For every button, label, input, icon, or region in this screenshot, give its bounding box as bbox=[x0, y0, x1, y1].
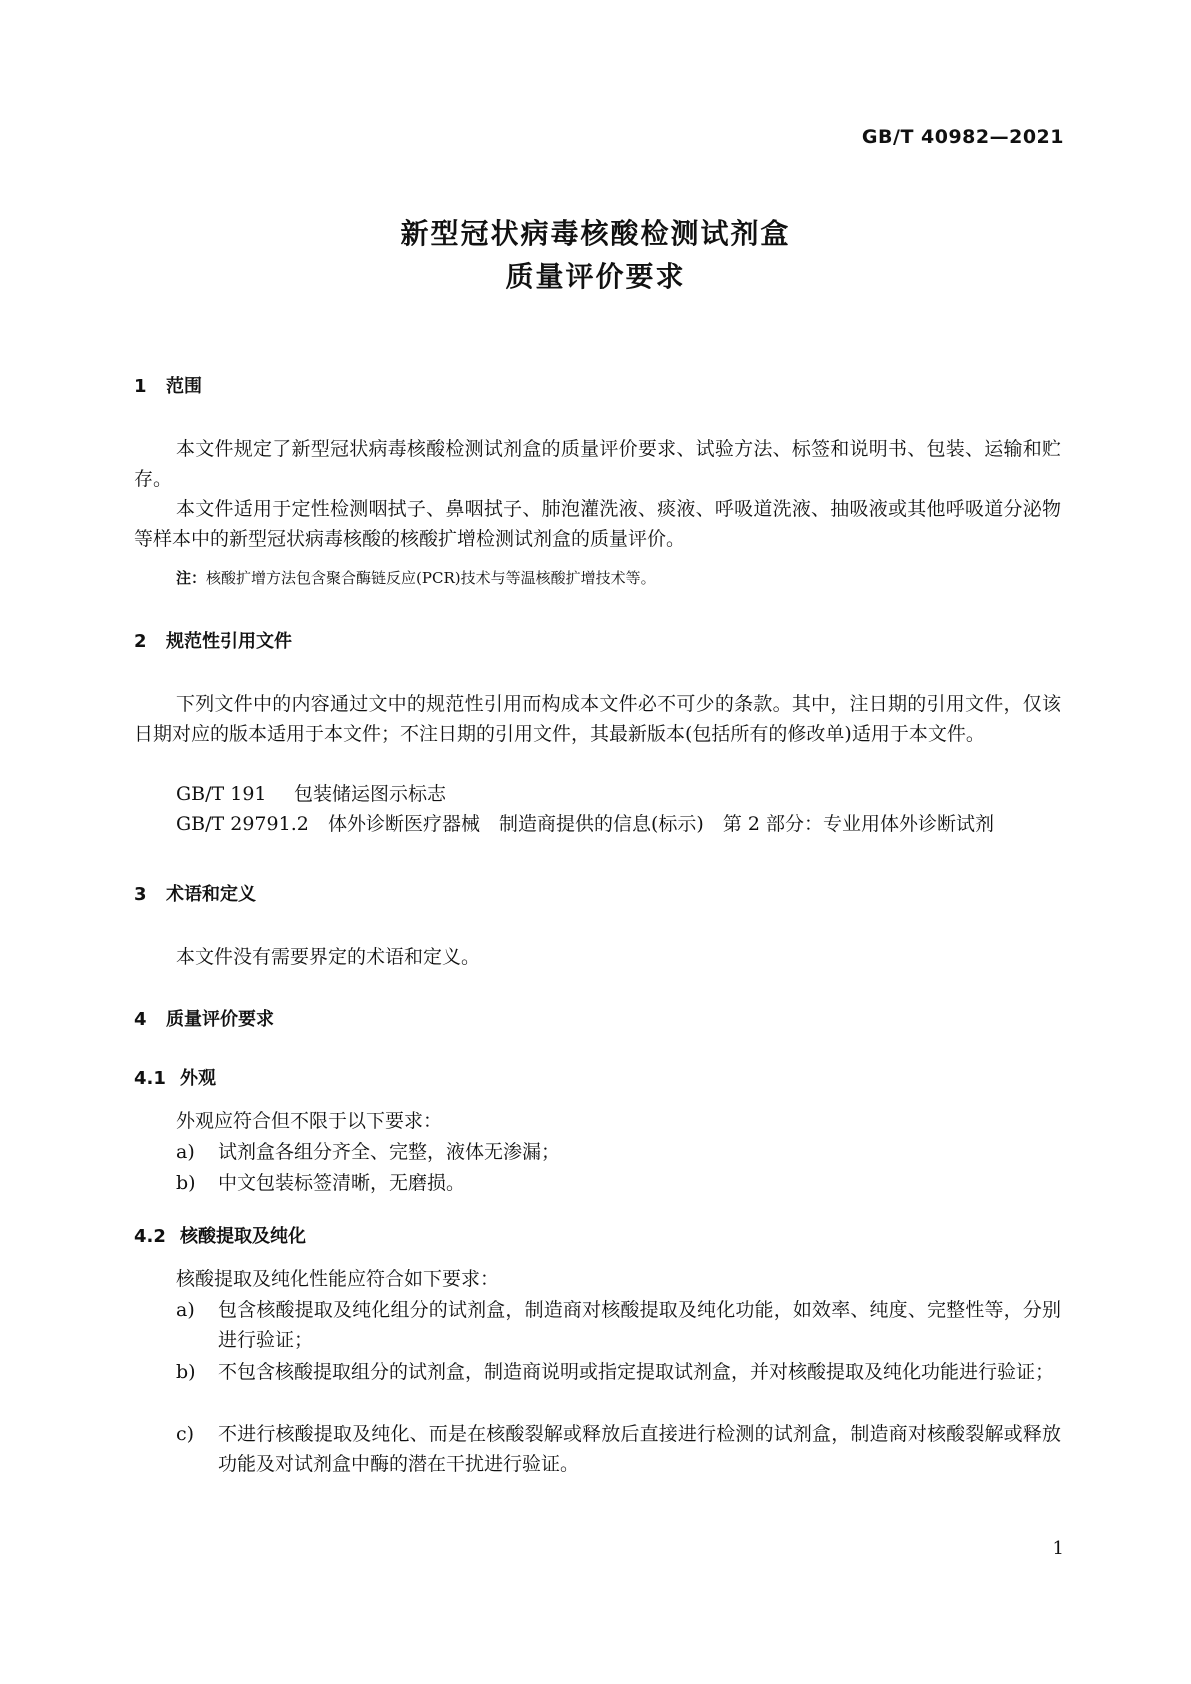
subsection-title: 核酸提取及纯化 bbox=[180, 1226, 306, 1247]
section-4-heading bbox=[134, 1005, 274, 1031]
section-title: 术语和定义 bbox=[166, 884, 256, 905]
list-text: 不包含核酸提取组分的试剂盒，制造商说明或指定提取试剂盒，并对核酸提取及纯化功能进行验证； bbox=[218, 1361, 1055, 1383]
section-3-paragraph: 本文件没有需要界定的术语和定义。 bbox=[176, 946, 481, 968]
section-1-heading bbox=[134, 372, 202, 398]
section-2-heading bbox=[134, 627, 292, 653]
subsection-4-1-intro: 外观应符合但不限于以下要求： bbox=[176, 1110, 443, 1132]
reference-code: GB/T 191 bbox=[176, 783, 267, 805]
subsection-number: 4.1 bbox=[134, 1068, 166, 1089]
section-number: 3 bbox=[134, 884, 147, 905]
list-text: 不进行核酸提取及纯化、而是在核酸裂解或释放后直接进行检测的试剂盒，制造商对核酸裂解或释放功能及对试剂盒中酶的潜在干扰进行验证。 bbox=[218, 1423, 1061, 1475]
standard-code: GB/T 40982—2021 bbox=[861, 126, 1064, 148]
list-text: 包含核酸提取及纯化组分的试剂盒，制造商对核酸提取及纯化功能，如效率、纯度、完整性等，分别进行验证； bbox=[218, 1299, 1061, 1351]
section-number: 4 bbox=[134, 1009, 147, 1030]
list-item bbox=[176, 1357, 1061, 1387]
page-number: 1 bbox=[1052, 1538, 1064, 1559]
list-marker: a) bbox=[176, 1141, 195, 1163]
list-item bbox=[176, 1295, 1061, 1355]
reference-title: 包装储运图示标志 bbox=[294, 783, 447, 805]
subsection-title: 外观 bbox=[180, 1068, 216, 1089]
section-1-note bbox=[176, 567, 656, 588]
subsection-4-2-heading bbox=[134, 1222, 306, 1248]
list-marker: a) bbox=[176, 1299, 195, 1321]
section-title: 规范性引用文件 bbox=[166, 631, 292, 652]
section-2-paragraph: 下列文件中的内容通过文中的规范性引用而构成本文件必不可少的条款。其中，注日期的引用文件，仅该日期对应的版本适用于本文件；不注日期的引用文件，其最新版本(包括所有的修改单)适用于本文件。 bbox=[134, 693, 1061, 745]
list-marker: c) bbox=[176, 1423, 195, 1445]
list-text: 试剂盒各组分齐全、完整，液体无渗漏； bbox=[218, 1141, 561, 1163]
list-text: 中文包装标签清晰，无磨损。 bbox=[218, 1172, 466, 1194]
section-number: 1 bbox=[134, 376, 147, 397]
list-item bbox=[176, 1168, 1061, 1198]
subsection-4-2-intro: 核酸提取及纯化性能应符合如下要求： bbox=[176, 1268, 500, 1290]
section-title: 范围 bbox=[166, 376, 202, 397]
section-1-paragraph-1: 本文件规定了新型冠状病毒核酸检测试剂盒的质量评价要求、试验方法、标签和说明书、包装、运输和贮存。 bbox=[134, 438, 1061, 490]
subsection-4-1-heading bbox=[134, 1064, 216, 1090]
section-number: 2 bbox=[134, 631, 147, 652]
reference-item bbox=[176, 779, 446, 809]
section-3-heading bbox=[134, 880, 256, 906]
reference-code: GB/T 29791.2 bbox=[176, 813, 309, 835]
list-item bbox=[176, 1419, 1061, 1479]
document-title-line1: 新型冠状病毒核酸检测试剂盒 bbox=[400, 217, 791, 250]
note-label: 注： bbox=[176, 569, 207, 587]
section-title: 质量评价要求 bbox=[166, 1009, 274, 1030]
reference-title: 体外诊断医疗器械 制造商提供的信息(标示) 第 2 部分：专业用体外诊断试剂 bbox=[328, 813, 994, 835]
reference-item bbox=[176, 809, 994, 839]
document-title-line2: 质量评价要求 bbox=[505, 260, 686, 293]
list-marker: b) bbox=[176, 1361, 196, 1383]
list-item bbox=[176, 1137, 1061, 1167]
list-marker: b) bbox=[176, 1172, 196, 1194]
section-1-paragraph-2: 本文件适用于定性检测咽拭子、鼻咽拭子、肺泡灌洗液、痰液、呼吸道洗液、抽吸液或其他呼吸道分泌物等样本中的新型冠状病毒核酸的核酸扩增检测试剂盒的质量评价。 bbox=[134, 498, 1061, 550]
subsection-number: 4.2 bbox=[134, 1226, 166, 1247]
note-text: 核酸扩增方法包含聚合酶链反应(PCR)技术与等温核酸扩增技术等。 bbox=[206, 569, 656, 587]
